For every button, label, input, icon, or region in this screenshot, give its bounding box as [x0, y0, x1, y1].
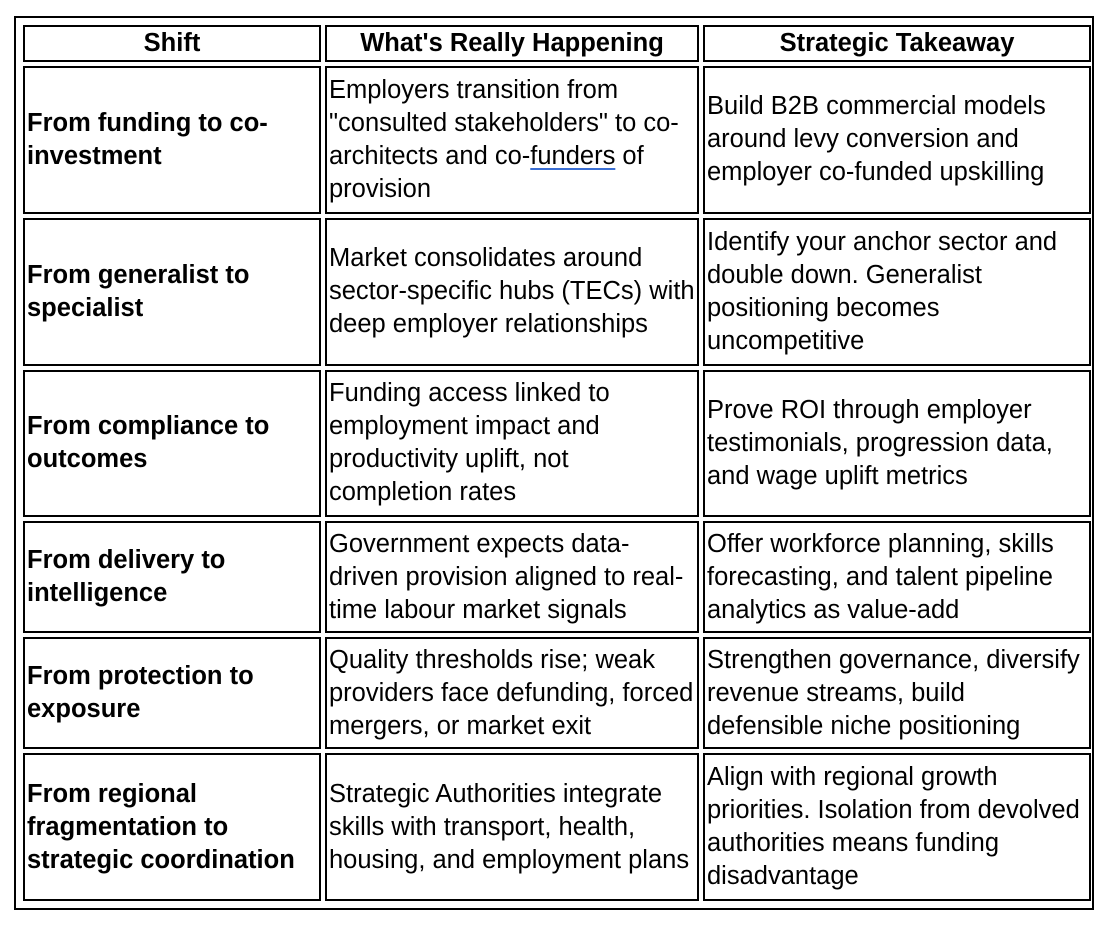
table-row: [23, 370, 1091, 518]
shift-cell: From compliance to outcomes: [23, 370, 321, 518]
header-shift: Shift: [23, 25, 321, 62]
happening-cell: Market consolidates around sector-specific hubs (TECs) with deep employer relationships: [325, 218, 699, 366]
takeaway-cell: Strengthen governance, diversify revenue streams, build defensible niche positioning: [703, 637, 1091, 749]
takeaway-cell: Prove ROI through employer testimonials, progression data, and wage uplift metrics: [703, 370, 1091, 518]
happening-cell: Quality thresholds rise; weak providers face defunding, forced mergers, or market exit: [325, 637, 699, 749]
happening-cell: [325, 66, 699, 214]
header-row: [23, 25, 1091, 62]
happening-cell: Strategic Authorities integrate skills with transport, health, housing, and employment plans: [325, 753, 699, 901]
table-row: [23, 753, 1091, 901]
header-takeaway: Strategic Takeaway: [703, 25, 1091, 62]
table-row: [23, 218, 1091, 366]
shift-cell: From delivery to intelligence: [23, 521, 321, 633]
spellcheck-underlined-word: funders: [530, 141, 616, 170]
shift-cell: From protection to exposure: [23, 637, 321, 749]
happening-cell: Funding access linked to employment impact and productivity uplift, not completion rates: [325, 370, 699, 518]
takeaway-cell: Offer workforce planning, skills forecasting, and talent pipeline analytics as value-add: [703, 521, 1091, 633]
shift-cell: From funding to co-investment: [23, 66, 321, 214]
happening-text: of provision: [329, 141, 644, 203]
takeaway-cell: Build B2B commercial models around levy conversion and employer co-funded upskilling: [703, 66, 1091, 214]
header-happening: What's Really Happening: [325, 25, 699, 62]
shift-cell: From regional fragmentation to strategic coordination: [23, 753, 321, 901]
happening-text: Employers transition from "consulted stakeholders" to co-architects and co-: [329, 75, 679, 170]
table-row: [23, 521, 1091, 633]
table-row: [23, 66, 1091, 214]
table-frame: [14, 16, 1094, 910]
takeaway-cell: Align with regional growth priorities. Isolation from devolved authorities means funding disadvantage: [703, 753, 1091, 901]
shift-cell: From generalist to specialist: [23, 218, 321, 366]
happening-cell: Government expects data-driven provision aligned to real-time labour market signals: [325, 521, 699, 633]
strategic-shifts-table: [19, 21, 1095, 905]
takeaway-cell: Identify your anchor sector and double down. Generalist positioning becomes uncompetitive: [703, 218, 1091, 366]
table-row: [23, 637, 1091, 749]
